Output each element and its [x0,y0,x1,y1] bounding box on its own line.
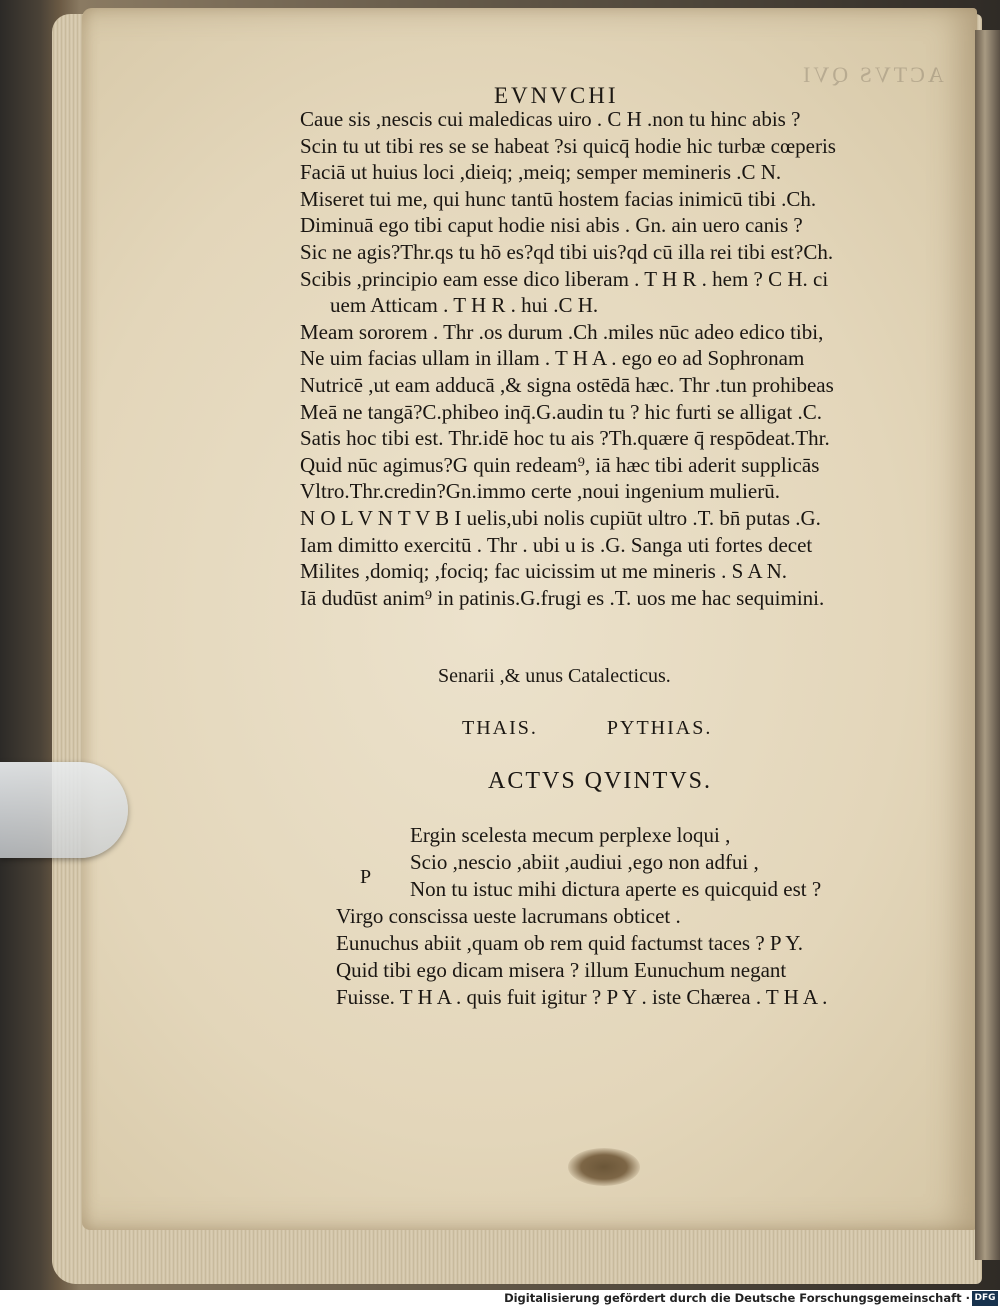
text-line: Milites ,domiq; ,fociq; fac uicissim ut me mineris . S A N. [300,559,788,584]
footer-bar [0,1290,1000,1308]
ink-stain [568,1148,640,1186]
text-line: Quid tibi ego dicam misera ? illum Eunuchum negant [336,958,787,982]
text-line: Virgo conscissa ueste lacrumans obticet . [336,904,681,928]
text-line: Meā ne tangā?C.phibeo inq̄.G.audin tu ? hic furti se alligat .C. [300,399,822,424]
meter-note: Senarii ,& unus Catalecticus. [438,665,671,687]
text-line: N O L V N T V B I uelis,ubi nolis cupiūt ultro .T. bn̄ putas .G. [300,505,821,530]
text-line: Fuisse. T H A . quis fuit igitur ? P Y . iste Chærea . T H A . [336,985,828,1009]
text-line: Meam sororem . Thr .os durum .Ch .miles nūc adeo edico tibi, [300,319,824,344]
text-block-2 [336,822,956,1011]
book-spine-edge [975,30,1000,1260]
page-clip [0,762,128,858]
text-line: Ergin scelesta mecum perplexe loqui , [410,823,731,847]
text-line: Caue sis ,nescis cui maledicas uiro . C H .non tu hinc abis ? [300,107,801,131]
text-block-1 [300,106,940,611]
text-line: uem Atticam . T H R . hui .C H. [330,293,599,318]
character-name: PYTHIAS. [606,717,713,739]
text-line: Diminuā ego tibi caput hodie nisi abis . Gn. ain uero canis ? [300,213,803,238]
text-line: Vltro.Thr.credin?Gn.immo certe ,noui ingenium mulierū. [300,479,780,504]
text-line: Miseret tui me, qui hunc tantū hostem facias inimicū tibi .Ch. [300,186,817,211]
text-line: Eunuchus abiit ,quam ob rem quid factumst taces ? P Y. [336,931,803,955]
text-line: Sic ne agis?Thr.qs tu hō es?qd tibi uis?qd cū illa rei tibi est?Ch. [300,239,834,264]
text-line: Ne uim facias ullam in illam . T H A . ego eo ad Sophronam [300,346,805,371]
act-heading: ACTVS QVINTVS. [488,768,713,794]
text-line: Nutricē ,ut eam adducā ,& signa ostēdā hæc. Thr .tun prohibeas [300,372,834,397]
text-line: Satis hoc tibi est. Thr.idē hoc tu ais ?Th.quære q̄ respōdeat.Thr. [300,426,830,451]
text-line: Iā dudūst anim⁹ in patinis.G.frugi es .T. uos me hac sequimini. [300,585,825,610]
speaker-marker: P [360,866,372,888]
text-line: Non tu istuc mihi dictura aperte es quicquid est ? [410,877,822,901]
text-line: Scin tu ut tibi res se se habeat ?si quicq̄ hodie hic turbæ cœperis [300,133,836,158]
bleed-through-text: ACTVS QVI [800,62,944,87]
dfg-logo-icon: DFG [972,1291,998,1306]
character-list [462,717,782,740]
character-name: THAIS. [462,717,538,739]
footer-credit: Digitalisierung gefördert durch die Deutsche Forschungsgemeinschaft · [504,1291,970,1305]
text-line: Quid nūc agimus?G quin redeam⁹, iā hæc tibi aderit supplicās [300,452,820,477]
running-title: EVNVCHI [494,83,619,108]
text-line: Iam dimitto exercitū . Thr . ubi u is .G. Sanga uti fortes decet [300,532,813,557]
text-line: Faciā ut huius loci ,dieiq; ,meiq; semper memineris .C N. [300,160,782,185]
text-line: Scibis ,principio eam esse dico liberam . T H R . hem ? C H. ci [300,266,829,291]
text-line: Scio ,nescio ,abiit ,audiui ,ego non adfui , [410,850,759,874]
